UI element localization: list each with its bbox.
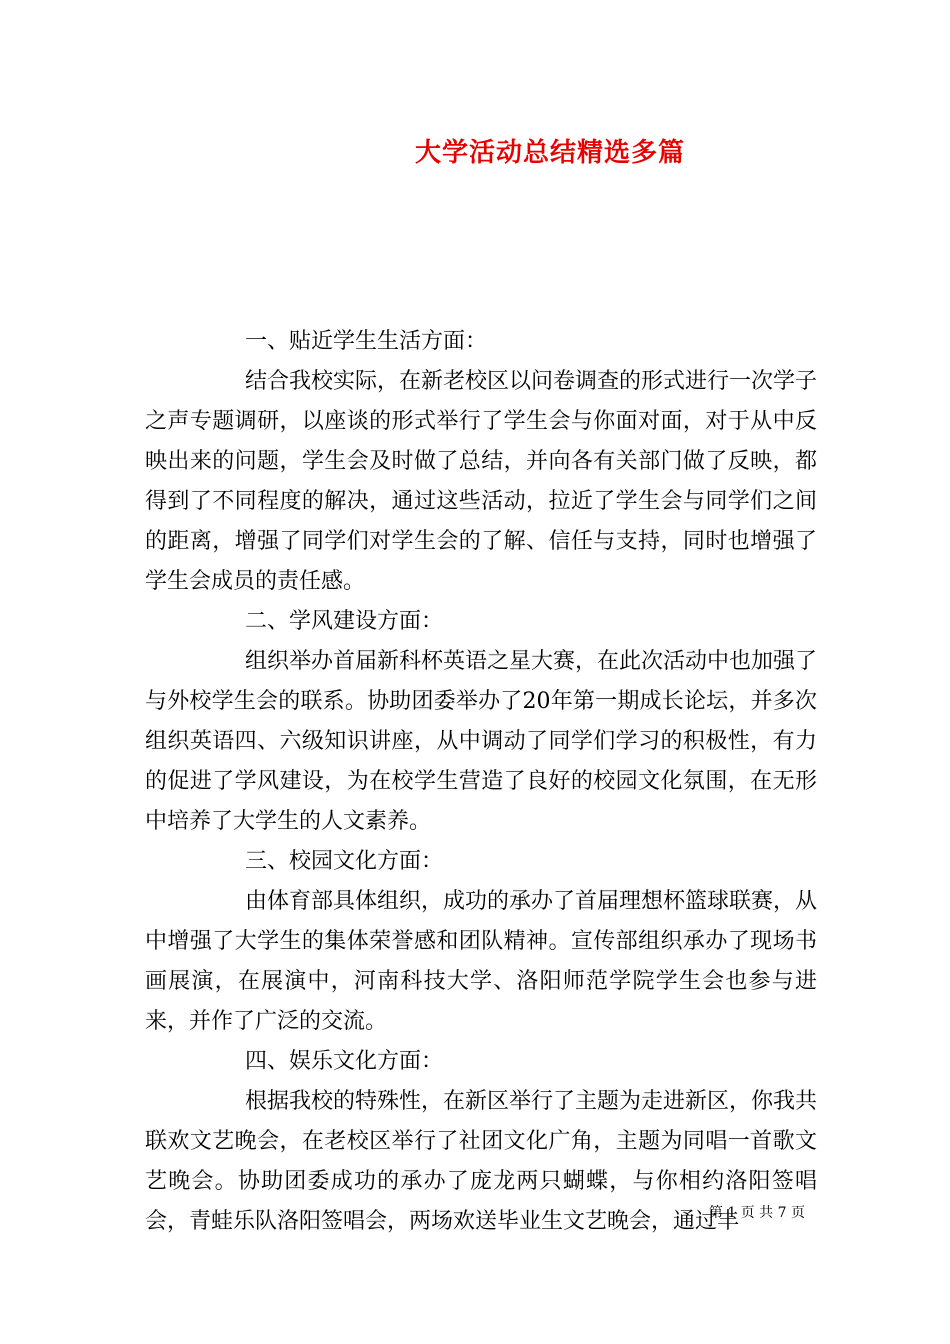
document-body [145,322,817,1242]
page-number-footer: 第 1 页 共 7 页 [708,1205,805,1221]
section-paragraph: 组织举办首届新科杯英语之星大赛，在此次活动中也加强了与外校学生会的联系。协助团委举办了20年第一期成长论坛，并多次组织英语四、六级知识讲座，从中调动了同学们学习的积极性，有力的促进了学风建设，为在校学生营造了良好的校园文化氛围，在无形中培养了大学生的人文素养。 [145,649,818,834]
section-heading: 二、学风建设方面： [245,609,444,634]
section-paragraph: 根据我校的特殊性，在新区举行了主题为走进新区，你我共联欢文艺晚会，在老校区举行了社团文化广角，主题为同唱一首歌文艺晚会。协助团委成功的承办了庞龙两只蝴蝶，与你相约洛阳签唱会，青蛙乐队洛阳签唱会，两场欢送毕业生文艺晚会，通过丰 [145,1089,818,1234]
section-heading: 一、贴近学生生活方面： [245,329,488,354]
section-paragraph: 由体育部具体组织，成功的承办了首届理想杯篮球联赛，从中增强了大学生的集体荣誉感和团队精神。宣传部组织承办了现场书画展演，在展演中，河南科技大学、洛阳师范学院学生会也参与进来，并作了广泛的交流。 [145,889,818,1034]
section-heading: 三、校园文化方面： [245,849,444,874]
section-heading: 四、娱乐文化方面： [245,1049,444,1074]
document-title: 大学活动总结精选多篇 [414,138,685,168]
section-paragraph: 结合我校实际，在新老校区以问卷调查的形式进行一次学子之声专题调研，以座谈的形式举行了学生会与你面对面，对于从中反映出来的问题，学生会及时做了总结，并向各有关部门做了反映，都得到了不同程度的解决，通过这些活动，拉近了学生会与同学们之间的距离，增强了同学们对学生会的了解、信任与支持，同时也增强了学生会成员的责任感。 [145,369,818,594]
